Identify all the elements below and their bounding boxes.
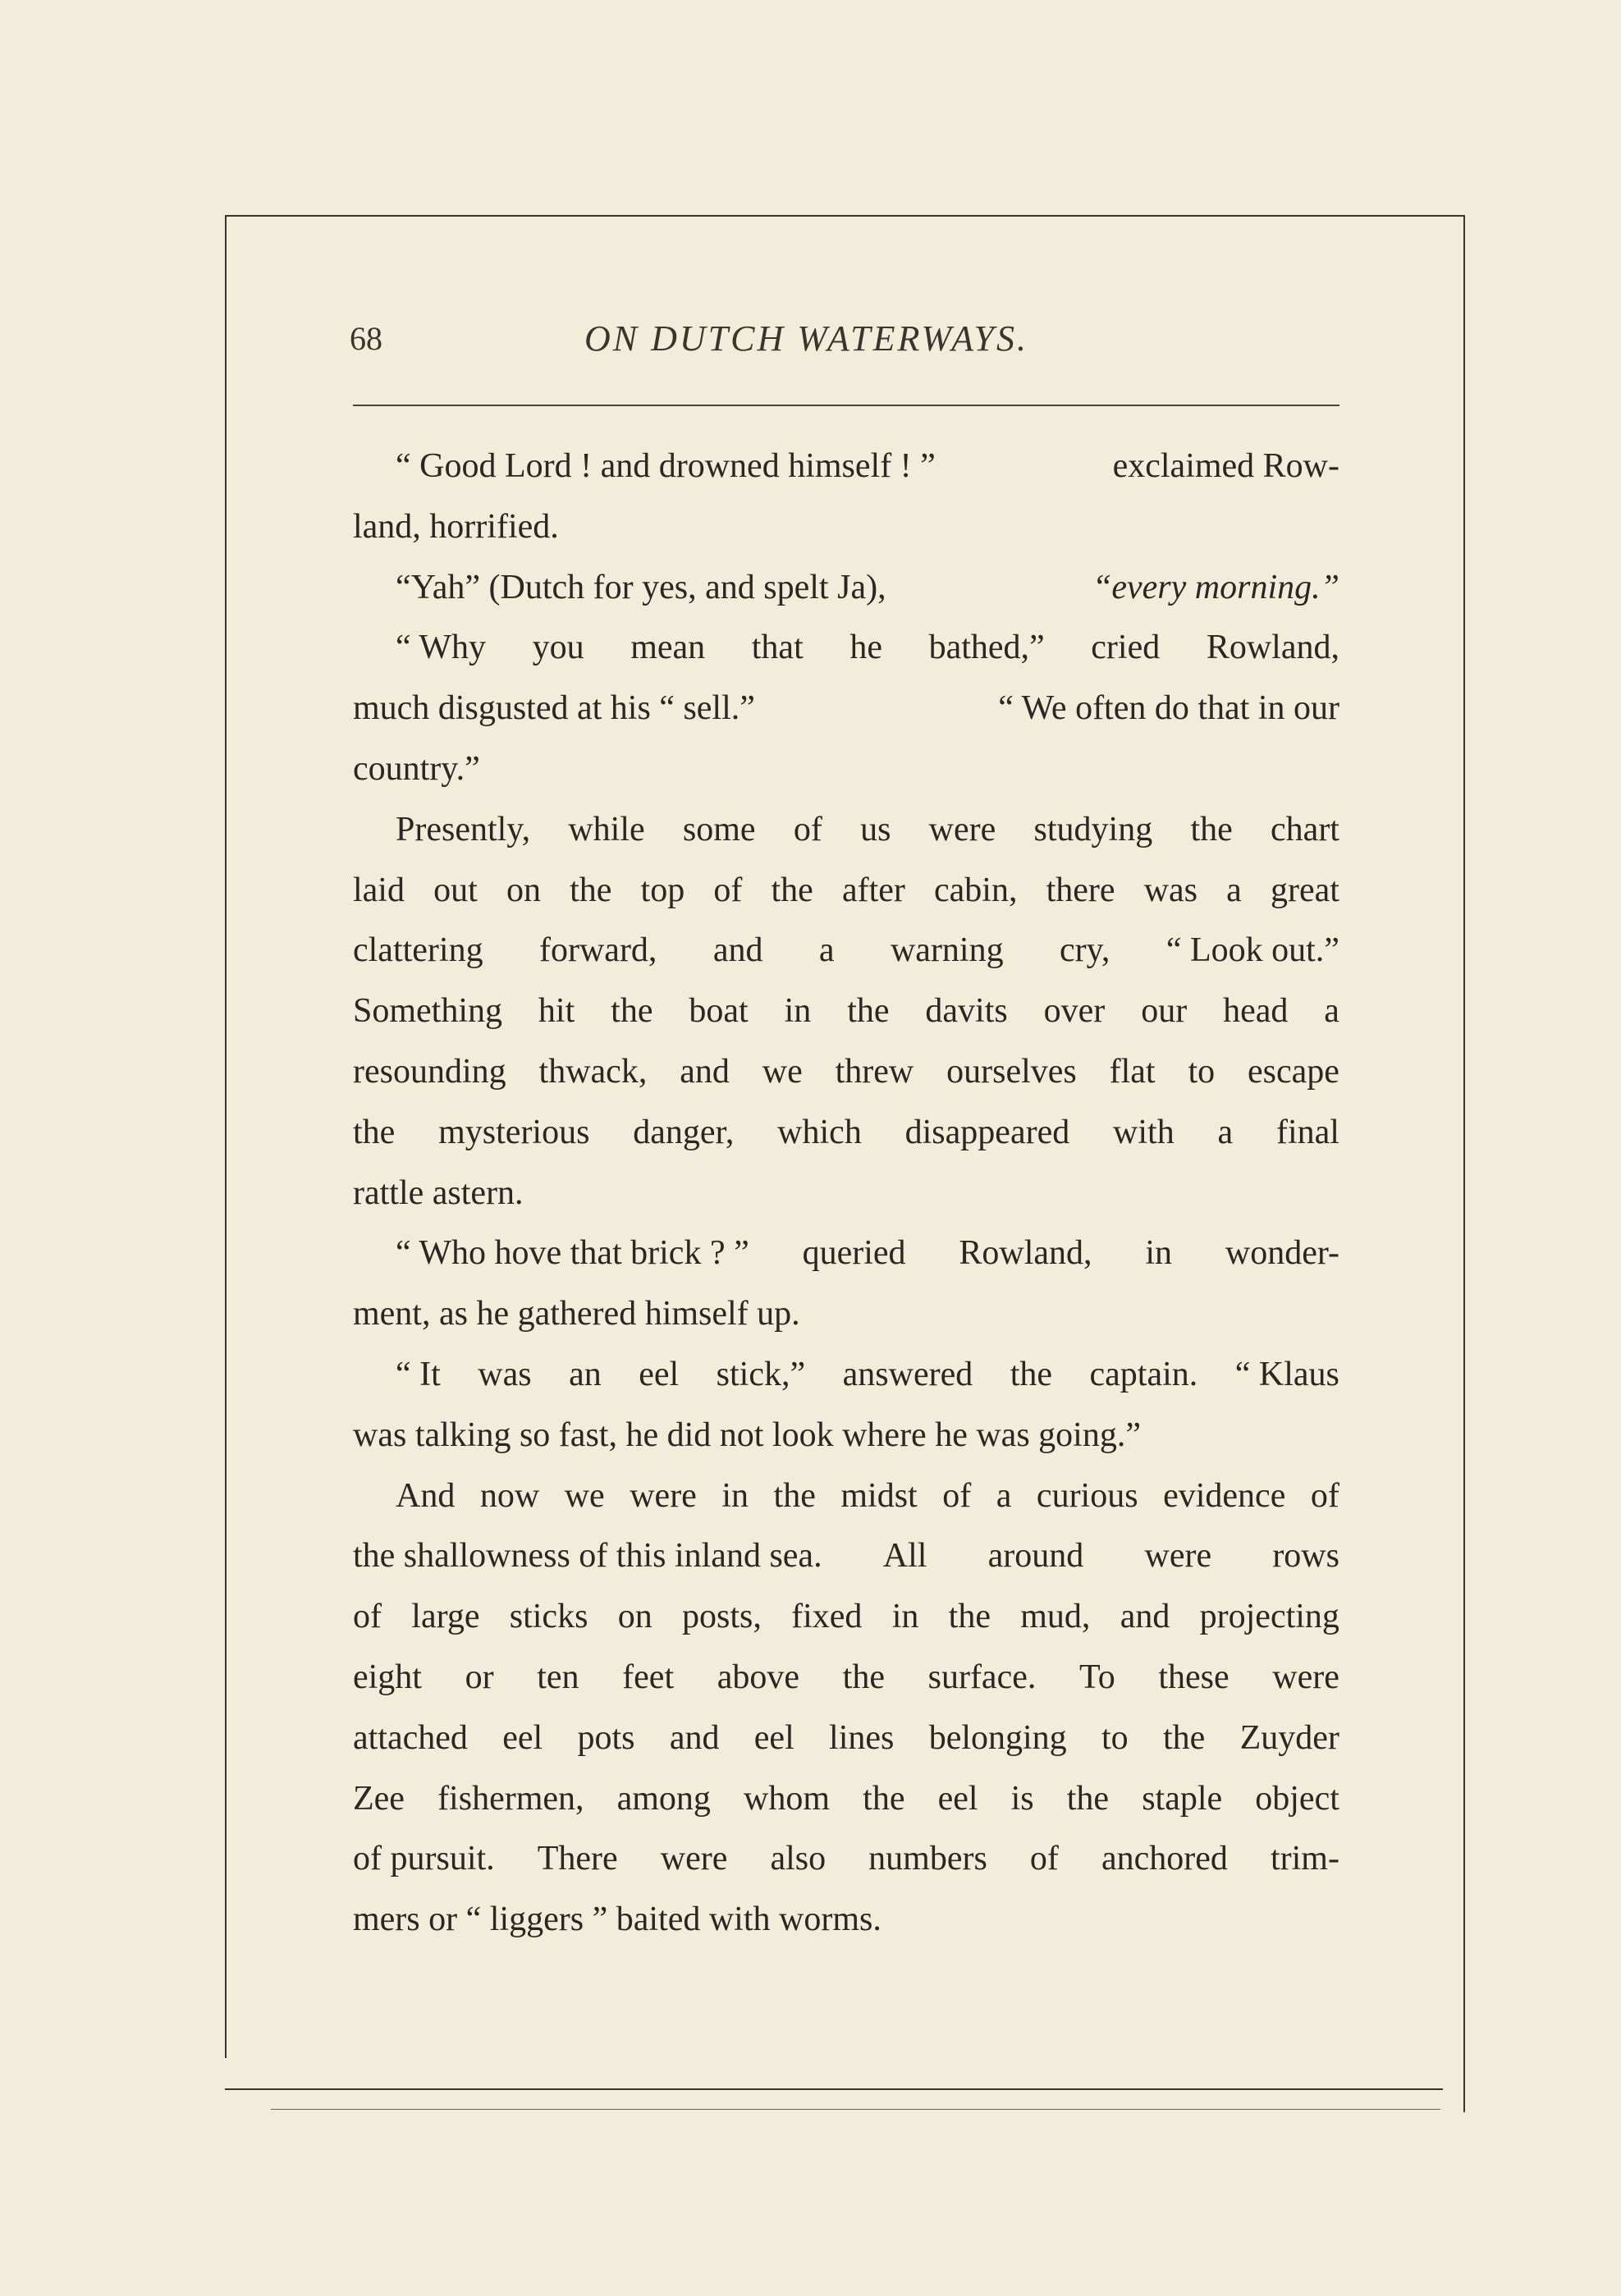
text-segment: posts, [681, 1598, 762, 1636]
text-segment: while [568, 810, 645, 848]
text-segment: Something [353, 992, 503, 1031]
text-segment: was talking so fast, he did not look where he was going.” [353, 1416, 1141, 1454]
text-segment: the [771, 871, 813, 909]
text-segment: a [818, 931, 835, 970]
text-segment: the [611, 992, 653, 1031]
text-segment: were [1144, 1537, 1212, 1576]
page-frame-right-rule [1463, 215, 1465, 2112]
text-segment: the [948, 1598, 991, 1636]
text-segment: feet [622, 1658, 675, 1696]
text-segment: evidence [1163, 1476, 1286, 1515]
text-segment: the [863, 1779, 905, 1818]
text-segment: chart [1271, 810, 1339, 848]
text-segment: of [1029, 1840, 1059, 1878]
text-segment: escape [1248, 1052, 1339, 1091]
text-segment: eel [937, 1779, 978, 1818]
text-segment: clattering [353, 931, 483, 970]
text-line [353, 926, 1339, 986]
text-line [353, 744, 1339, 805]
text-segment: “ Who hove that brick ? ” [396, 1234, 749, 1273]
text-segment: in [721, 1476, 749, 1515]
text-segment: on [617, 1598, 653, 1636]
text-segment: the [1162, 1718, 1206, 1757]
page-number: 68 [350, 320, 382, 357]
text-segment: to [1101, 1718, 1129, 1757]
text-segment: ten [537, 1658, 579, 1696]
text-line [353, 563, 1339, 624]
text-segment: and [680, 1052, 730, 1091]
text-segment: to [1188, 1052, 1216, 1091]
text-segment: of [353, 1598, 382, 1636]
text-segment: wonder- [1225, 1234, 1339, 1273]
text-segment: “ Klaus [1234, 1355, 1339, 1393]
text-segment: these [1158, 1658, 1229, 1696]
text-line [353, 805, 1339, 866]
text-segment: ourselves [946, 1052, 1077, 1091]
text-line [353, 1653, 1339, 1713]
text-segment: Rowland, [959, 1234, 1092, 1273]
text-segment: he [849, 629, 882, 667]
text-segment: over [1043, 992, 1106, 1031]
text-segment: and [1120, 1598, 1170, 1636]
page-frame-bottom-rule-secondary [271, 2109, 1440, 2110]
text-segment: fixed [791, 1598, 863, 1636]
text-line [353, 986, 1339, 1047]
text-segment: And [396, 1476, 456, 1515]
header-rule [353, 405, 1339, 406]
text-segment: ment, as he gathered himself up. [353, 1295, 800, 1333]
text-segment: There [537, 1840, 618, 1878]
text-segment: around [987, 1537, 1084, 1576]
text-segment: thwack, [538, 1052, 648, 1091]
text-segment: captain. [1089, 1355, 1198, 1393]
text-segment: out [433, 871, 478, 909]
text-segment: of [713, 871, 743, 909]
text-segment: anchored [1101, 1840, 1228, 1878]
text-line [353, 684, 1339, 744]
text-segment: mean [630, 629, 706, 667]
text-segment: studying [1033, 810, 1153, 848]
page-frame-top-rule [225, 215, 1464, 217]
text-segment: rattle astern. [353, 1173, 524, 1212]
text-segment: “ Why [396, 629, 487, 667]
text-segment: which [777, 1113, 862, 1151]
text-segment: was [1143, 871, 1198, 909]
text-segment: belonging [928, 1718, 1067, 1757]
text-segment: in [1145, 1234, 1173, 1273]
text-segment: eight [353, 1658, 422, 1696]
text-segment: davits [925, 992, 1008, 1031]
text-segment: were [1272, 1658, 1339, 1696]
text-segment: boat [689, 992, 749, 1031]
text-segment: after [841, 871, 905, 909]
text-segment: numbers [868, 1840, 987, 1878]
text-segment: the [1066, 1779, 1110, 1818]
text-segment: rows [1272, 1537, 1339, 1576]
text-segment: queried [802, 1234, 906, 1273]
text-segment: To [1078, 1658, 1115, 1696]
text-line [353, 1895, 1339, 1955]
text-line [353, 1713, 1339, 1774]
text-segment: or [465, 1658, 494, 1696]
text-segment: a [996, 1476, 1012, 1515]
text-segment: hit [538, 992, 575, 1031]
text-segment: sticks [509, 1598, 588, 1636]
text-line [353, 1350, 1339, 1411]
text-segment: the [842, 1658, 885, 1696]
text-line [353, 1592, 1339, 1653]
text-line [353, 1047, 1339, 1108]
text-segment: is [1010, 1779, 1034, 1818]
text-segment: the [1010, 1355, 1053, 1393]
text-line [353, 623, 1339, 684]
text-segment: was [478, 1355, 532, 1393]
text-segment: surface. [927, 1658, 1037, 1696]
text-segment: cry, [1060, 931, 1110, 970]
text-segment: a [1324, 992, 1339, 1031]
text-segment: that [751, 629, 804, 667]
text-segment: country.” [353, 749, 480, 788]
text-segment: attached [353, 1718, 468, 1757]
text-segment: cabin, [934, 871, 1018, 909]
text-segment: trim- [1270, 1840, 1339, 1878]
text-segment: mysterious [438, 1113, 590, 1151]
page-frame-bottom-rule [225, 2088, 1443, 2090]
text-segment: Rowland, [1206, 629, 1339, 667]
text-segment: laid [353, 871, 405, 909]
text-segment: warning [890, 931, 1004, 970]
text-line [353, 441, 1339, 502]
text-segment: threw [835, 1052, 914, 1091]
text-segment: great [1270, 871, 1339, 909]
text-segment: head [1223, 992, 1289, 1031]
text-line [353, 1228, 1339, 1289]
text-segment: eel [753, 1718, 794, 1757]
text-segment: eel [639, 1355, 680, 1393]
text-line [353, 1411, 1339, 1471]
running-head: ON DUTCH WATERWAYS. [584, 318, 1029, 359]
text-line [353, 1289, 1339, 1350]
text-segment: “ Good Lord ! and drowned himself ! ” [396, 447, 936, 485]
text-segment: on [506, 871, 541, 909]
text-segment: fishermen, [437, 1779, 584, 1818]
text-segment: the [353, 1113, 396, 1151]
text-segment: danger, [633, 1113, 735, 1151]
text-segment: we [762, 1052, 803, 1091]
text-segment: staple [1142, 1779, 1223, 1818]
text-segment: a [1217, 1113, 1234, 1151]
body-text [353, 441, 1339, 1955]
text-segment: above [717, 1658, 800, 1696]
text-segment: “Yah” (Dutch for yes, and spelt Ja), [396, 568, 886, 606]
text-segment: our [1141, 992, 1188, 1031]
text-line [353, 502, 1339, 563]
text-segment: the [1190, 810, 1233, 848]
text-segment: now [479, 1476, 540, 1515]
text-segment: midst [840, 1476, 918, 1515]
text-segment: us [860, 810, 891, 848]
text-segment: among [616, 1779, 711, 1818]
text-segment: “ We often do that in our [998, 689, 1339, 728]
text-segment: an [569, 1355, 602, 1393]
text-segment: you [532, 629, 584, 667]
text-segment: the [570, 871, 612, 909]
text-segment: were [660, 1840, 728, 1878]
text-segment: also [770, 1840, 827, 1878]
text-segment: of pursuit. [353, 1840, 495, 1878]
text-segment: were [630, 1476, 697, 1515]
text-segment: answered [842, 1355, 973, 1393]
text-segment: in [784, 992, 812, 1031]
text-segment: disappeared [904, 1113, 1070, 1151]
text-line [353, 1108, 1339, 1169]
text-segment: the [847, 992, 890, 1031]
text-segment: lines [829, 1718, 895, 1757]
text-line [353, 1531, 1339, 1592]
text-segment: of [1310, 1476, 1339, 1515]
text-segment: flat [1109, 1052, 1156, 1091]
text-segment: bathed,” [928, 629, 1045, 667]
text-line [353, 866, 1339, 926]
text-segment: forward, [539, 931, 657, 970]
text-segment: a [1226, 871, 1242, 909]
text-segment: there [1046, 871, 1115, 909]
text-line [353, 1471, 1339, 1532]
text-segment: exclaimed Row- [1112, 447, 1339, 485]
text-line [353, 1774, 1339, 1835]
text-segment: Presently, [396, 810, 531, 848]
text-segment: “ It [396, 1355, 441, 1393]
text-segment: and [669, 1718, 720, 1757]
text-segment: All [882, 1537, 927, 1576]
text-segment: of [942, 1476, 972, 1515]
text-segment: cried [1091, 629, 1161, 667]
text-line [353, 1834, 1339, 1895]
text-segment: some [682, 810, 756, 848]
text-segment: whom [744, 1779, 831, 1818]
text-segment: in [891, 1598, 919, 1636]
text-segment: final [1275, 1113, 1339, 1151]
text-segment: curious [1036, 1476, 1138, 1515]
text-segment: “every morning.” [1092, 568, 1339, 606]
text-segment: stick,” [716, 1355, 806, 1393]
text-segment: we [564, 1476, 605, 1515]
text-segment: “ Look out.” [1165, 931, 1339, 970]
text-segment: the shallowness of this inland sea. [353, 1537, 822, 1576]
text-segment: land, horrified. [353, 507, 559, 546]
text-segment: much disgusted at his “ sell.” [353, 689, 755, 728]
page-frame-left-rule [225, 215, 227, 2058]
text-segment: large [411, 1598, 480, 1636]
text-segment: top [640, 871, 685, 909]
text-segment: mud, [1020, 1598, 1091, 1636]
text-segment: eel [502, 1718, 543, 1757]
text-segment: pots [577, 1718, 635, 1757]
text-segment: and [712, 931, 763, 970]
text-segment: projecting [1199, 1598, 1339, 1636]
text-segment: Zuyder [1239, 1718, 1339, 1757]
text-segment: resounding [353, 1052, 506, 1091]
text-segment: Zee [353, 1779, 405, 1818]
text-segment: the [773, 1476, 816, 1515]
text-segment: with [1113, 1113, 1175, 1151]
text-line [353, 1169, 1339, 1229]
text-segment: mers or “ liggers ” baited with worms. [353, 1900, 881, 1939]
text-segment: of [793, 810, 822, 848]
text-segment: were [928, 810, 996, 848]
text-segment: object [1255, 1779, 1339, 1818]
